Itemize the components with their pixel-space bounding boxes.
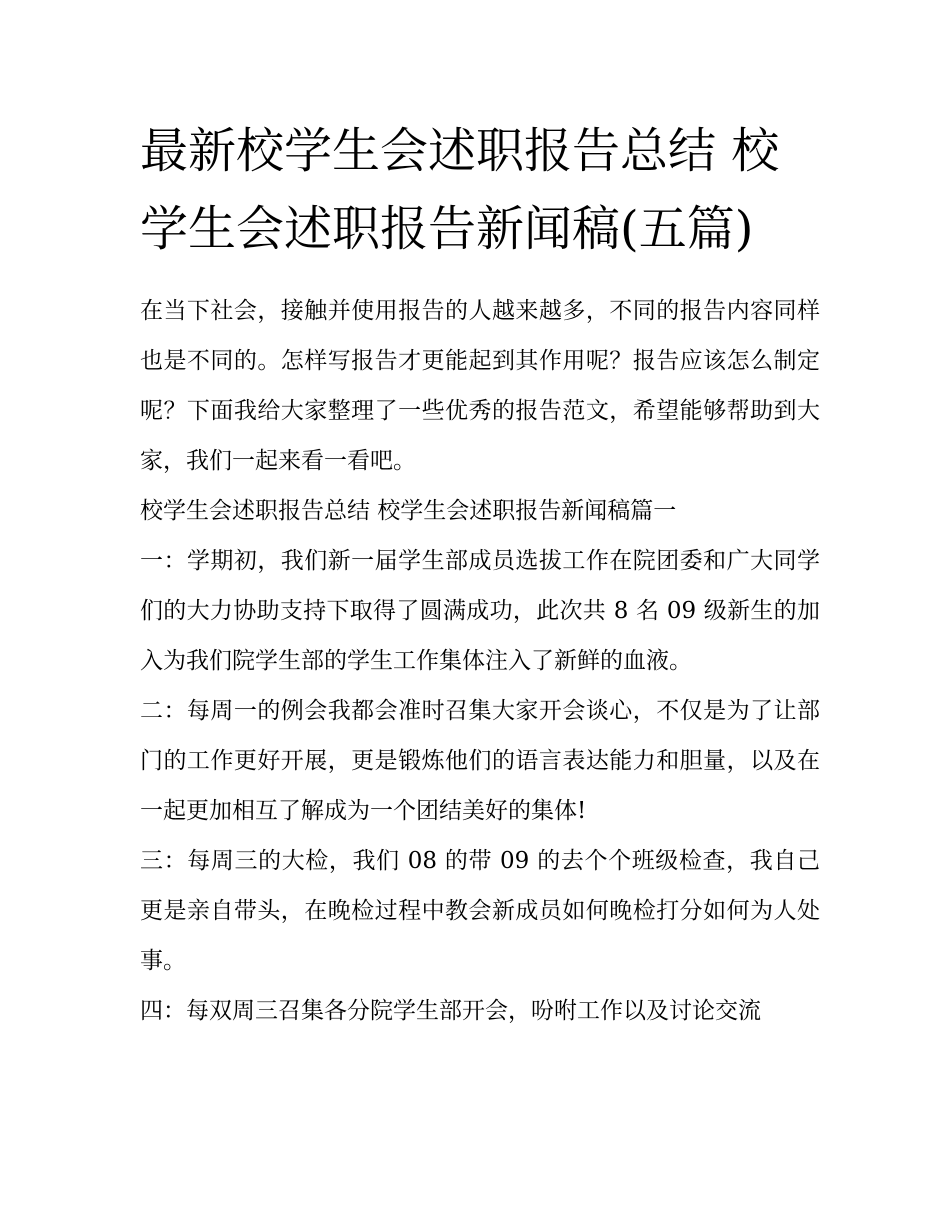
paragraph-4: 四：每双周三召集各分院学生部开会，吩咐工作以及讨论交流 — [140, 998, 761, 1024]
section-heading: 校学生会述职报告总结 校学生会述职报告新闻稿篇一 — [140, 498, 677, 524]
document-title: 最新校学生会述职报告总结 校学生会述职报告新闻稿(五篇) — [140, 123, 780, 257]
intro-paragraph: 在当下社会，接触并使用报告的人越来越多，不同的报告内容同样也是不同的。怎样写报告才更能起到其作用呢？报告应该怎么制定呢？下面我给大家整理了一些优秀的报告范文，希望能够帮助到大家，我们一起来看一看吧。 — [140, 298, 820, 474]
paragraph-1: 一：学期初，我们新一届学生部成员选拔工作在院团委和广大同学们的大力协助支持下取得了圆满成功，此次共 8 名 09 级新生的加入为我们院学生部的学生工作集体注入了新鲜的血液。 — [140, 548, 820, 674]
paragraph-2: 二：每周一的例会我都会准时召集大家开会谈心，不仅是为了让部门的工作更好开展，更是锻炼他们的语言表达能力和胆量，以及在一起更加相互了解成为一个团结美好的集体! — [140, 698, 820, 824]
document-page — [140, 112, 820, 1036]
paragraph-3: 三：每周三的大检，我们 08 的带 09 的去个个班级检查，我自己更是亲自带头，在晚检过程中教会新成员如何晚检打分如何为人处事。 — [140, 848, 820, 974]
